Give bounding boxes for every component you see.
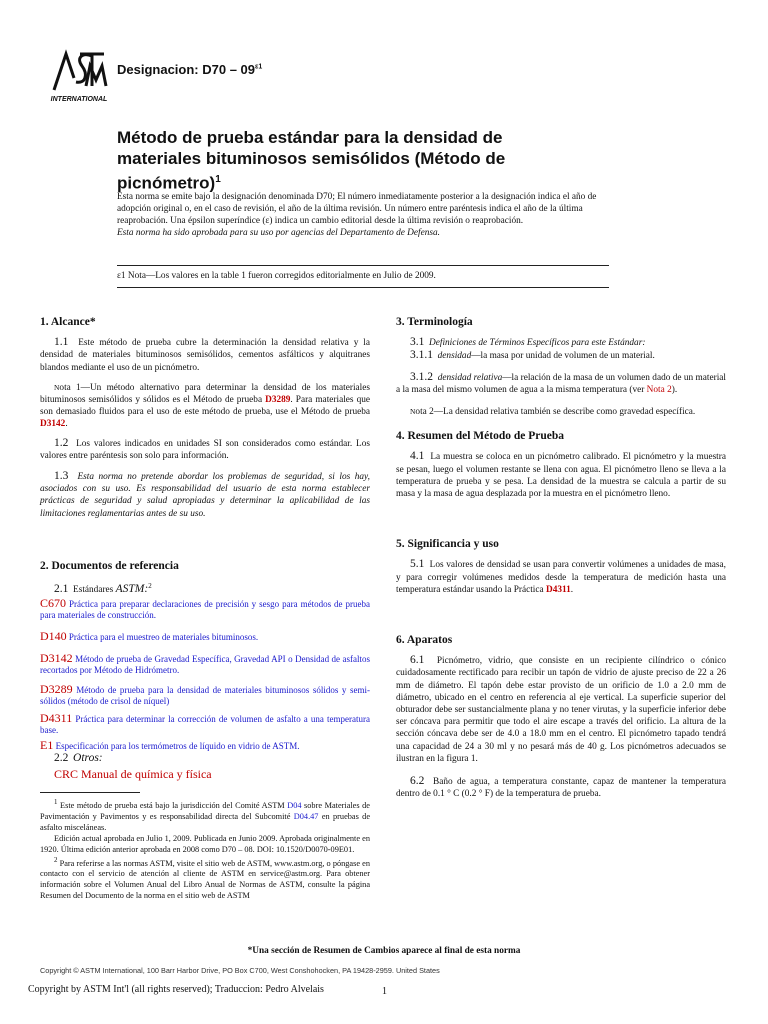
designation-epsilon: ε1 bbox=[255, 63, 263, 71]
summary-of-changes-note: *Una sección de Resumen de Cambios aparece al final de esta norma bbox=[247, 946, 521, 956]
crc-manual: CRC Manual de química y física bbox=[54, 766, 212, 781]
ref-d0447-link[interactable]: D04.47 bbox=[293, 811, 319, 821]
para-3-1-2: 3.1.2 densidad relativa—la relación de la masa de un volumen dado de un material a la masa del mismo volumen de agua a la misma temperatura (ver Nota 2). bbox=[396, 370, 726, 395]
preface-dod-note: Esta norma ha sido aprobada para su uso por agencias del Departamento de Defensa. bbox=[117, 228, 440, 238]
nota-2: Nota 2—La densidad relativa también se describe como gravedad específica. bbox=[410, 407, 696, 418]
section-3-title: 3. Terminología bbox=[396, 316, 473, 328]
para-1-2: 1.2 Los valores indicados en unidades SI son considerados como estándar. Los valores entre paréntesis son solo para información. bbox=[40, 436, 370, 461]
section-6-title: 6. Aparatos bbox=[396, 634, 453, 647]
preface-text: Esta norma se emite bajo la designación denominada D70; El número inmediatamente posterior a la designación indica el año de adopción original o, en el caso de revisión, el año de la última revisión. Un número entre paréntesis indica el año de la última reaprobación. Una épsilon superíndice (ε) indica un cambio editorial desde la última revisión o reaprobación. bbox=[117, 192, 597, 226]
section-2-title: 2. Documentos de referencia bbox=[40, 559, 179, 572]
ref-d3289-link[interactable]: D3289 bbox=[265, 395, 291, 406]
footnote-2: $^2$ Para referirse a las normas ASTM, visite el sitio web de ASTM, www.astm.org, o póngase en contacto con el servicio de atención al cliente de ASTM en service@astm.org. Para obtener información sobre el Volumen Anual del Libro Anual de Normas de ASTM, consulte la página Resumen del Documento de la norma en el sitio web de ASTM bbox=[40, 856, 370, 901]
para-6-1: 6.1 Picnómetro, vidrio, que consiste en un recipiente cilíndrico o cónico cuidadosamente rectificado para recibir un tapón de vidrio de ajuste preciso de 22 a 26 mm de diámetro. El tapón debe estar provisto de un orificio de 1.0 a 2.0 mm de diámetro, ubicado en el centro en referencia al eje vertical. La superficie superior del obturador debe ser sustancialmente plana y no tener virutas, y la superficie inferior debe ser cóncava para permitir que todo el aire escape a través del orificio. La altura de la sección cóncava debe ser de 4.0 a 18.0 mm en el centro. El picnómetro tapado tendrá una capacidad de 24 a 30 ml y no pesará más de 40 g. Los picnómetros adecuados se ilustran en la figura 1. bbox=[396, 654, 726, 764]
title-line-2: materiales bituminosos semisólidos (Método de bbox=[117, 149, 506, 168]
para-3-1: 3.1 Definiciones de Términos Específicos para este Estándar: bbox=[410, 336, 646, 349]
ref-item[interactable]: E1 Especificación para los termómetros de líquido en vidrio de ASTM. bbox=[40, 738, 300, 753]
para-2-2: 2.2 Otros: bbox=[54, 752, 103, 765]
page-number: 1 bbox=[382, 986, 387, 997]
ref-nota-2-link[interactable]: Nota 2 bbox=[646, 384, 672, 395]
ref-d4311-link[interactable]: D4311 bbox=[545, 584, 571, 595]
ref-item[interactable]: C670 Práctica para preparar declaraciones de precisión y sesgo para métodos de prueba para materiales de construcción. bbox=[40, 596, 370, 621]
right-column bbox=[396, 316, 726, 800]
ref-d04-link[interactable]: D04 bbox=[287, 800, 302, 810]
page-title bbox=[117, 127, 577, 194]
designation-text: Designacion: D70 – 09 bbox=[117, 62, 255, 77]
section-1-title: 1. Alcance* bbox=[40, 316, 96, 328]
editorial-note: ε1 Nota—Los valores en la table 1 fueron corregidos editorialmente en Julio de 2009. bbox=[117, 271, 436, 281]
para-2-1: 2.1 Estándares ASTM:$^2$ bbox=[54, 582, 152, 596]
divider-bottom bbox=[117, 287, 609, 288]
divider-top bbox=[117, 265, 609, 266]
preface bbox=[117, 191, 609, 239]
para-5-1: 5.1 Los valores de densidad se usan para convertir volúmenes a unidades de masa, y para corregir volúmenes medidos desde la temperatura de medición hasta una temperatura estándar usando la Práctica D4311. bbox=[396, 558, 726, 595]
copyright-translation: Copyright by ASTM Int'l (all rights reserved); Traduccion: Pedro Alvelais bbox=[28, 984, 324, 995]
astm-logo bbox=[46, 46, 112, 106]
ref-item[interactable]: D3142 Método de prueba de Gravedad Específica, Gravedad API o Densidad de asfaltos recortados por Método de Hidrómetro. bbox=[40, 651, 370, 676]
section-4-title: 4. Resumen del Método de Prueba bbox=[396, 430, 565, 443]
section-5-title: 5. Significancia y uso bbox=[396, 538, 499, 551]
footnote-divider bbox=[40, 792, 140, 793]
ref-item[interactable]: D140 Práctica para el muestreo de materiales bituminosos. bbox=[40, 629, 259, 644]
copyright-astm: Copyright © ASTM International, 100 Barr Harbor Drive, PO Box C700, West Conshohocken, PA 19428-2959. United States bbox=[40, 966, 440, 975]
title-footnote: 1 bbox=[215, 174, 221, 185]
para-1-1: 1.1 Este método de prueba cubre la determinación la densidad relativa y la densidad de materiales bituminosos semisólidos, cementos asfálticos y alquitranes blandos mediante el uso de un picnómetro. bbox=[40, 336, 370, 373]
para-3-1-1: 3.1.1 densidad—la masa por unidad de volumen de un material. bbox=[410, 349, 655, 362]
logo-sub-text: INTERNATIONAL bbox=[50, 96, 108, 103]
para-4-1: 4.1 La muestra se coloca en un picnómetro calibrado. El picnómetro y la muestra se pesan, luego el volumen restante se llena con agua. El picnómetro lleno se lleva a la temperatura de prueba y se pesa. La densidad de la muestra se calcula a partir de su masa y la masa de agua desplazada por la muestra en el picnómetro lleno. bbox=[396, 450, 726, 500]
reference-list bbox=[40, 598, 370, 752]
designation bbox=[117, 62, 262, 77]
ref-item[interactable]: D4311 Práctica para determinar la corrección de volumen de asfalto a una temperatura base. bbox=[40, 711, 371, 736]
title-line-1: Método de prueba estándar para la densidad de bbox=[117, 128, 503, 147]
left-column bbox=[40, 316, 370, 901]
footnote-1: $^1$ Este método de prueba está bajo la jurisdicción del Comité ASTM D04 sobre Materiales de Pavimentación y Pavimentos y es responsabilidad directa del Subcomité D04.47 en pruebas de asfalto misceláneas. bbox=[40, 798, 371, 832]
title-line-3: picnómetro) bbox=[117, 173, 216, 193]
nota-1: Nota 1—Un método alternativo para determinar la densidad de los materiales bituminosos semisólidos y sólidos es el Método de prueba D3289. Para materiales que son demasiado fluidos para el uso de este método de prueba, use el Método de prueba D3142. bbox=[40, 382, 370, 430]
para-1-3: 1.3 Esta norma no pretende abordar los problemas de seguridad, si los hay, asociados con su uso. Es responsabilidad del usuario de esta norma establecer prácticas de seguridad y salud apropiadas y determinar la aplicabilidad de las limitaciones reglamentarias antes de su uso. bbox=[40, 470, 370, 519]
ref-item[interactable]: D3289 Método de prueba para la densidad de materiales bituminosos sólidos y semi-sólidos (método de crisol de níquel) bbox=[40, 682, 371, 707]
ref-d3142-link[interactable]: D3142 bbox=[40, 419, 66, 430]
para-6-2: 6.2 Baño de agua, a temperatura constante, capaz de mantener la temperatura dentro de 0.1 ° C (0.2 ° F) de la temperatura de prueba. bbox=[396, 775, 726, 800]
footnote-1-edition: Edición actual aprobada en Julio 1, 2009. Publicada en Junio 2009. Aprobada originalmente en 1920. Última edición anterior aprobada en 2008 como D70 – 08. DOI: 10.1520/D0070-09E01. bbox=[40, 833, 370, 854]
